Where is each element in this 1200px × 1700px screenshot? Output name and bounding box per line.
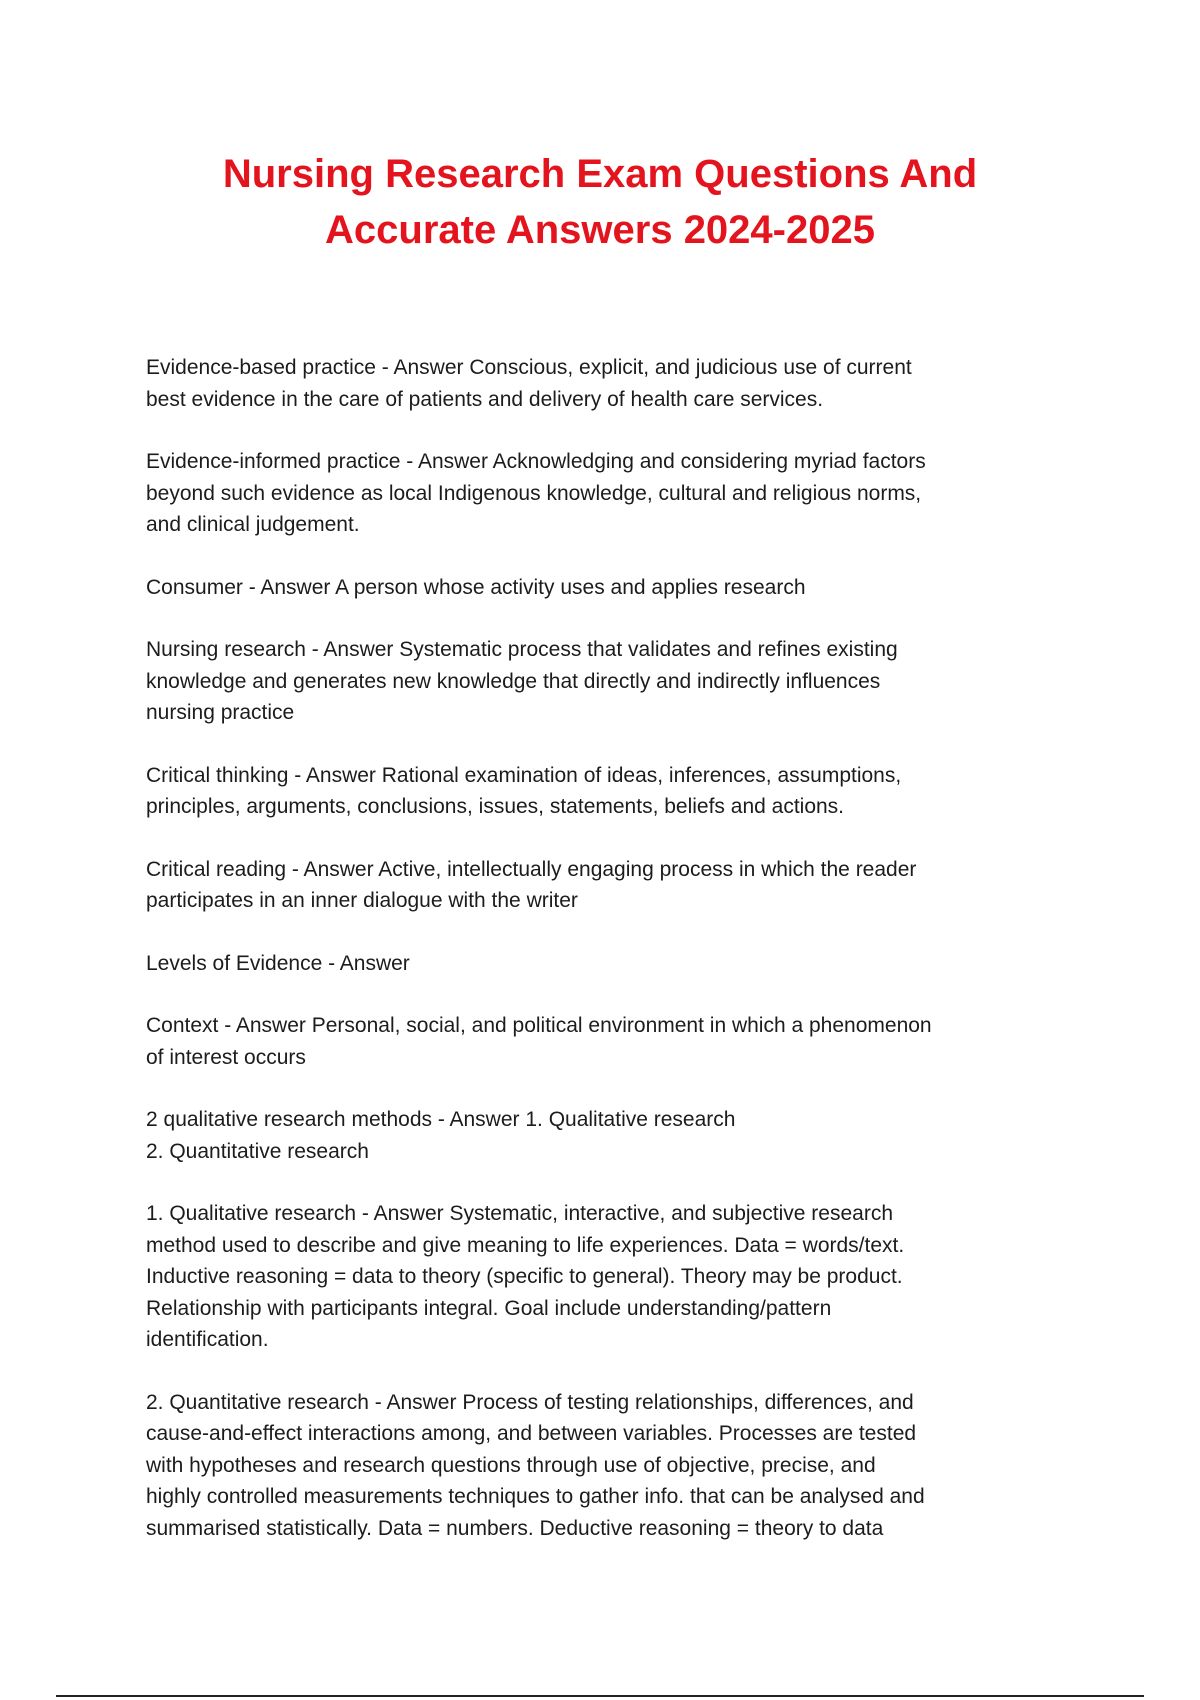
qa-entry [146,1104,1066,1167]
qa-entry-line: Critical thinking - Answer Rational examination of ideas, inferences, assumptions, [146,763,902,787]
qa-entry-line: with hypotheses and research questions through use of objective, precise, and [146,1453,876,1477]
title-line-2: Accurate Answers 2024-2025 [325,208,875,252]
qa-entry [146,1010,1066,1073]
qa-entry-line: Consumer - Answer A person whose activity uses and applies research [146,575,806,599]
qa-entry-line: and clinical judgement. [146,513,360,536]
qa-entry [146,572,1066,604]
qa-entry-line: principles, arguments, conclusions, issues, statements, beliefs and actions. [146,795,845,818]
qa-entry-line: Levels of Evidence - Answer [146,951,410,975]
qa-entry-line: Critical reading - Answer Active, intellectually engaging process in which the reader [146,857,917,881]
document-title [100,146,1100,258]
footer-divider [56,1695,1144,1697]
qa-entry [146,854,1066,917]
qa-entry-line: 1. Qualitative research - Answer Systematic, interactive, and subjective research [146,1202,893,1225]
qa-entry-line: summarised statistically. Data = numbers. Deductive reasoning = theory to data [146,1516,884,1540]
qa-entry-line: highly controlled measurements techniques to gather info. that can be analysed and [146,1485,925,1508]
qa-entry-line: Context - Answer Personal, social, and political environment in which a phenomenon [146,1014,932,1037]
qa-entry-line: Relationship with participants integral. Goal include understanding/pattern [146,1296,832,1320]
qa-entry [146,1387,1066,1545]
qa-entry-line: nursing practice [146,701,295,724]
qa-entry-line: 2 qualitative research methods - Answer 1. Qualitative research [146,1108,736,1131]
qa-entry-line: method used to describe and give meaning to life experiences. Data = words/text. [146,1233,905,1257]
qa-entry-line: Evidence-based practice - Answer Conscious, explicit, and judicious use of current [146,356,912,379]
qa-entry-line: 2. Quantitative research [146,1139,369,1163]
qa-entry [146,948,1066,980]
qa-entry-line: knowledge and generates new knowledge that directly and indirectly influences [146,669,881,693]
qa-entry-line: best evidence in the care of patients and delivery of health care services. [146,387,824,411]
qa-entry-line: cause-and-effect interactions among, and between variables. Processes are tested [146,1422,917,1445]
qa-entry-line: Evidence-informed practice - Answer Acknowledging and considering myriad factors [146,450,926,473]
qa-entry-line: Inductive reasoning = data to theory (specific to general). Theory may be product. [146,1265,903,1288]
qa-entry-line: 2. Quantitative research - Answer Process of testing relationships, differences, and [146,1390,914,1414]
qa-entry-line: participates in an inner dialogue with the writer [146,889,578,912]
qa-entry-list [146,352,1066,1575]
qa-entry [146,760,1066,823]
qa-entry-line: identification. [146,1328,269,1351]
qa-entry-line: beyond such evidence as local Indigenous knowledge, cultural and religious norms, [146,481,922,505]
qa-entry [146,1198,1066,1356]
qa-entry [146,446,1066,541]
qa-entry-line: Nursing research - Answer Systematic process that validates and refines existing [146,638,898,661]
qa-entry [146,352,1066,415]
title-line-1: Nursing Research Exam Questions And [222,152,978,196]
qa-entry [146,634,1066,729]
qa-entry-line: of interest occurs [146,1045,306,1069]
